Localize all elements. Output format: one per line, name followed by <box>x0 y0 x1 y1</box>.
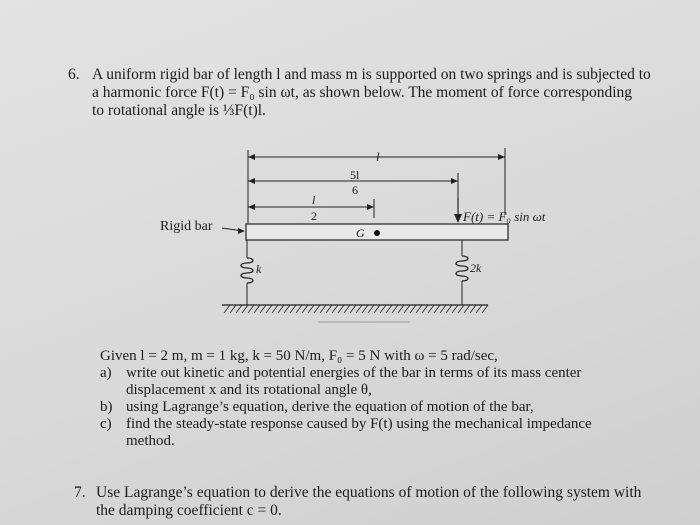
question-7-line-1: Use Lagrange’s equation to derive the equations of motion of the following system with <box>96 484 642 501</box>
right-spring <box>456 240 468 305</box>
hatch-mark <box>452 305 458 313</box>
dim-arrow-half-right <box>367 204 374 210</box>
part-c-label: c) <box>100 416 112 432</box>
dim-label-half-den: 2 <box>311 209 317 223</box>
hatch-mark <box>248 305 254 313</box>
hatch-mark <box>284 305 290 313</box>
hatch-mark <box>398 305 404 313</box>
hatch-mark <box>404 305 410 313</box>
hatch-mark <box>440 305 446 313</box>
hatch-mark <box>254 305 260 313</box>
hatch-mark <box>314 305 320 313</box>
hatch-mark <box>242 305 248 313</box>
hatch-mark <box>416 305 422 313</box>
force-arrow-head <box>454 214 462 223</box>
hatch-mark <box>356 305 362 313</box>
part-c-line-2: method. <box>126 433 175 449</box>
hatch-mark <box>296 305 302 313</box>
question-7-number: 7. <box>74 484 86 501</box>
dim-arrow-l-left <box>248 154 255 160</box>
hatch-mark <box>308 305 314 313</box>
hatch-mark <box>374 305 380 313</box>
hatch-mark <box>482 305 488 313</box>
hatch-mark <box>332 305 338 313</box>
left-spring <box>241 240 253 305</box>
hatch-mark <box>368 305 374 313</box>
rigid-bar-label: Rigid bar <box>160 219 213 234</box>
hatch-mark <box>326 305 332 313</box>
center-label: G <box>356 226 365 240</box>
mass-center-dot <box>374 230 380 236</box>
question-7-text <box>96 484 676 520</box>
hatch-mark <box>266 305 272 313</box>
hatch-mark <box>260 305 266 313</box>
question-6-line-3: to rotational angle is ⅓F(t)l. <box>92 102 266 119</box>
question-7-line-2: the damping coefficient c = 0. <box>96 502 282 519</box>
part-a-line-2: displacement x and its rotational angle θ, <box>126 382 372 398</box>
hatch-mark <box>236 305 242 313</box>
dim-arrow-5l6-right <box>451 178 458 184</box>
part-a-label: a) <box>100 365 112 381</box>
hatch-mark <box>464 305 470 313</box>
rigid-bar-pointer-head <box>238 228 245 234</box>
part-c-line-1: find the steady-state response caused by F(t) using the mechanical impedance <box>126 416 592 432</box>
hatch-mark <box>470 305 476 313</box>
hatch-mark <box>434 305 440 313</box>
hatch-mark <box>392 305 398 313</box>
left-spring-label: k <box>256 262 262 276</box>
hatch-mark <box>362 305 368 313</box>
ground-hatching <box>224 305 488 313</box>
dim-arrow-5l6-left <box>248 178 255 184</box>
dim-arrow-l-right <box>498 154 505 160</box>
dim-label-5l-den: 6 <box>352 183 358 197</box>
hatch-mark <box>338 305 344 313</box>
question-6-line-1: A uniform rigid bar of length l and mass m is supported on two springs and is subjected to <box>92 66 651 83</box>
part-a-line-1: write out kinetic and potential energies of the bar in terms of its mass center <box>126 365 582 381</box>
given-block <box>100 348 660 450</box>
hatch-mark <box>272 305 278 313</box>
hatch-mark <box>446 305 452 313</box>
hatch-mark <box>350 305 356 313</box>
part-b-label: b) <box>100 399 113 415</box>
question-6-number: 6. <box>68 66 80 83</box>
hatch-mark <box>320 305 326 313</box>
part-a <box>100 365 660 382</box>
part-c <box>100 416 660 433</box>
right-spring-label: 2k <box>470 261 482 275</box>
hatch-mark <box>428 305 434 313</box>
hatch-mark <box>458 305 464 313</box>
dim-label-5l-num: 5l <box>350 168 360 182</box>
hatch-mark <box>380 305 386 313</box>
dim-label-l: l <box>376 149 380 164</box>
part-b <box>100 399 660 416</box>
hatch-mark <box>290 305 296 313</box>
hatch-mark <box>302 305 308 313</box>
force-label: F(t) = F₀ sin ωt <box>463 209 546 224</box>
hatch-mark <box>410 305 416 313</box>
part-b-line-1: using Lagrange’s equation, derive the equation of motion of the bar, <box>126 399 534 415</box>
hatch-mark <box>386 305 392 313</box>
hatch-mark <box>278 305 284 313</box>
hatch-mark <box>476 305 482 313</box>
hatch-mark <box>224 305 230 313</box>
dim-arrow-half-left <box>248 204 255 210</box>
given-line: Given l = 2 m, m = 1 kg, k = 50 N/m, F₀ = 5 N with ω = 5 rad/sec, <box>100 348 498 364</box>
hatch-mark <box>422 305 428 313</box>
dim-label-half-num: l <box>312 193 316 207</box>
hatch-mark <box>230 305 236 313</box>
question-6-line-2: a harmonic force F(t) = F₀ sin ωt, as shown below. The moment of force corresponding <box>92 84 633 101</box>
hatch-mark <box>344 305 350 313</box>
